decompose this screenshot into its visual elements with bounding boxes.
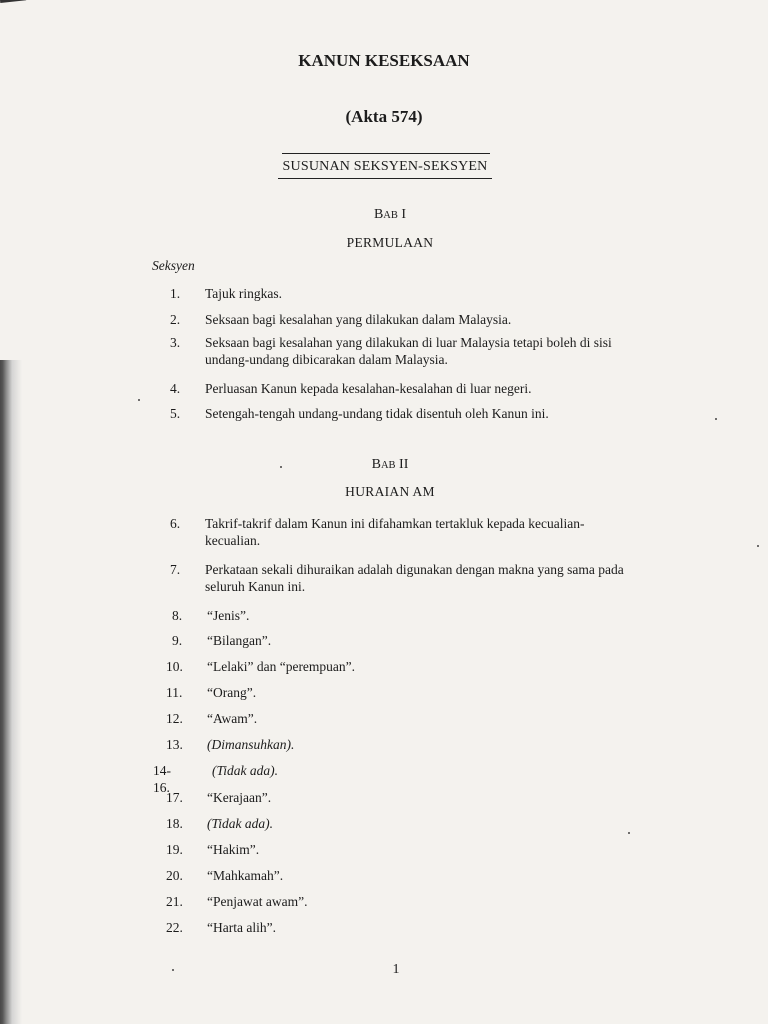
section-number: 20. — [166, 868, 183, 883]
bab-small: AB — [383, 210, 398, 221]
section-text: Takrif-takrif dalam Kanun ini difahamkan tertakluk kepada kecualian-kecualian. — [205, 516, 585, 548]
scan-corner-mark — [0, 0, 26, 3]
section-number: 10. — [166, 659, 183, 674]
scan-speck — [280, 466, 282, 468]
page-number: 1 — [392, 962, 400, 977]
section-number: 8. — [172, 608, 183, 623]
section-number: 22. — [166, 920, 183, 935]
section-text: “Mahkamah”. — [207, 868, 284, 883]
section-number: 9. — [172, 633, 183, 648]
scan-speck — [628, 832, 630, 834]
section-column-label: Seksyen — [152, 258, 195, 273]
section-number: 2. — [170, 312, 181, 327]
section-number: 7. — [170, 562, 181, 577]
section-number: 4. — [170, 381, 181, 396]
section-number: 6. — [170, 516, 181, 531]
arrangement-heading-block — [270, 153, 500, 179]
section-text: “Orang”. — [207, 685, 257, 700]
section-text: (Tidak ada). — [212, 763, 278, 778]
rule-bottom — [278, 178, 492, 179]
scan-speck — [172, 969, 174, 971]
section-text: Setengah-tengah undang-undang tidak disentuh oleh Kanun ini. — [205, 406, 549, 421]
section-number: 21. — [166, 894, 183, 909]
section-number: 3. — [170, 335, 181, 350]
section-text: “Jenis”. — [207, 608, 250, 623]
part-1-name: PERMULAAN — [346, 235, 434, 250]
section-text: “Hakim”. — [207, 842, 260, 857]
bab-number: I — [397, 207, 407, 222]
act-number: (Akta 574) — [345, 107, 423, 126]
section-number: 18. — [166, 816, 183, 831]
part-2-name: HURAIAN AM — [345, 484, 435, 499]
section-number: 12. — [166, 711, 183, 726]
section-number: 14-16. — [153, 763, 171, 795]
section-number: 13. — [166, 737, 183, 752]
section-text: Tajuk ringkas. — [205, 286, 283, 301]
section-number: 19. — [166, 842, 183, 857]
section-text: Perkataan sekali dihuraikan adalah digunakan dengan makna yang sama pada seluruh Kanun ini. — [205, 562, 624, 594]
section-text: (Tidak ada). — [207, 816, 273, 831]
section-text: “Penjawat awam”. — [207, 894, 308, 909]
section-text: “Kerajaan”. — [207, 790, 272, 805]
section-text: “Lelaki” dan “perempuan”. — [207, 659, 356, 674]
scan-speck — [138, 399, 140, 401]
bab-cap: B — [373, 207, 384, 222]
section-text: Perluasan Kanun kepada kesalahan-kesalahan di luar negeri. — [205, 381, 532, 396]
scan-speck — [715, 418, 717, 420]
part-2-heading — [0, 457, 768, 473]
section-number: 17. — [166, 790, 183, 805]
section-number: 5. — [170, 406, 181, 421]
bab-small: AB — [380, 460, 396, 471]
section-number: 11. — [166, 685, 183, 700]
section-number: 1. — [170, 286, 181, 301]
section-text: (Dimansuhkan). — [207, 737, 295, 752]
section-text: “Awam”. — [207, 711, 258, 726]
bab-number: II — [395, 457, 409, 472]
section-text: Seksaan bagi kesalahan yang dilakukan dalam Malaysia. — [205, 312, 512, 327]
scan-speck — [757, 545, 759, 547]
section-text: Seksaan bagi kesalahan yang dilakukan di luar Malaysia tetapi boleh di sisi undang-undang dibicarakan dalam Malaysia. — [205, 335, 612, 367]
bab-cap: B — [371, 457, 381, 472]
document-title: KANUN KESEKSAAN — [298, 51, 470, 70]
arrangement-heading: SUSUNAN SEKSYEN-SEKSYEN — [282, 159, 488, 174]
part-1-heading — [0, 207, 768, 223]
section-text: “Harta alih”. — [207, 920, 276, 935]
section-text: “Bilangan”. — [207, 633, 272, 648]
